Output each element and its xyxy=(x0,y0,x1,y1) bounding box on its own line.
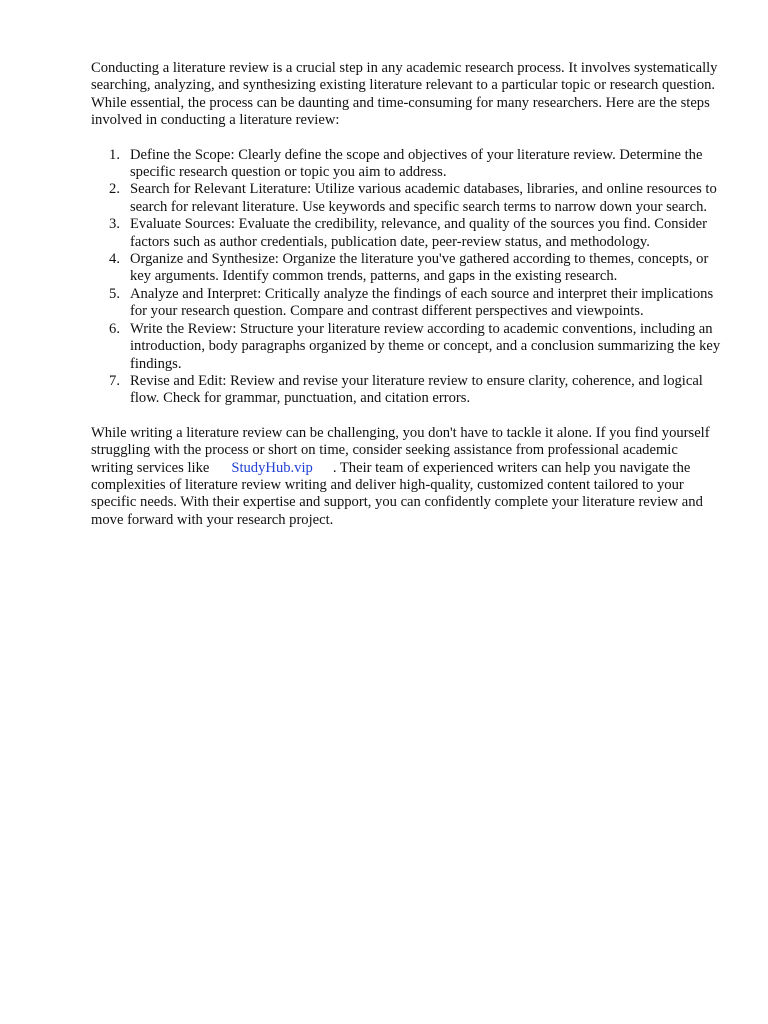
step-text: Write the Review: Structure your literature review according to academic conventions, including an introduction, body paragraphs organized by theme or concept, and a conclusion summarizing the key findings. xyxy=(130,320,721,372)
step-text: Organize and Synthesize: Organize the literature you've gathered according to themes, concepts, or key arguments. Identify common trends, patterns, and gaps in the existing research. xyxy=(130,251,709,285)
step-text: Search for Relevant Literature: Utilize various academic databases, libraries, and online resources to search for relevant literature. Use keywords and specific search terms to narrow down your search. xyxy=(130,181,717,215)
step-number: 5. xyxy=(109,285,120,302)
list-item xyxy=(91,251,721,286)
step-number: 2. xyxy=(109,181,120,198)
list-item xyxy=(91,286,721,321)
studyhub-link[interactable]: StudyHub.vip xyxy=(231,459,313,476)
step-number: 7. xyxy=(109,372,120,389)
list-item xyxy=(91,147,721,182)
closing-paragraph xyxy=(91,425,721,529)
closing-text-after-link: . Their team of experienced writers can help you navigate the complexities of literature review writing and deliver high-quality, customized content tailored to your specific needs. With their expertise and support, you can confidently complete your literature review and move forward with your research project. xyxy=(91,459,703,528)
step-number: 6. xyxy=(109,320,120,337)
list-item xyxy=(91,216,721,251)
intro-paragraph: Conducting a literature review is a crucial step in any academic research process. It involves systematically searching, analyzing, and synthesizing existing literature relevant to a particular topic or research question. While essential, the process can be daunting and time-consuming for many researchers. Here are the steps involved in conducting a literature review: xyxy=(91,60,718,129)
step-text: Evaluate Sources: Evaluate the credibility, relevance, and quality of the sources you find. Consider factors such as author credentials, publication date, peer-review status, and methodology. xyxy=(130,216,707,250)
closing-text-before-link: While writing a literature review can be challenging, you don't have to tackle it alone. If you find yourself struggling with the process or short on time, consider seeking assistance from professional academic writing services like xyxy=(91,424,710,476)
step-text: Define the Scope: Clearly define the scope and objectives of your literature review. Determine the specific research question or topic you aim to address. xyxy=(130,146,703,181)
step-number: 3. xyxy=(109,216,120,233)
step-text: Revise and Edit: Review and revise your literature review to ensure clarity, coherence, and logical flow. Check for grammar, punctuation, and citation errors. xyxy=(130,372,703,407)
steps-list xyxy=(91,147,721,408)
step-text: Analyze and Interpret: Critically analyze the findings of each source and interpret their implications for your research question. Compare and contrast different perspectives and viewpoints. xyxy=(130,285,714,320)
list-item xyxy=(91,373,721,408)
step-number: 1. xyxy=(109,146,120,163)
document-page xyxy=(91,60,721,529)
list-item xyxy=(91,321,721,373)
step-number: 4. xyxy=(109,251,120,268)
list-item xyxy=(91,181,721,216)
